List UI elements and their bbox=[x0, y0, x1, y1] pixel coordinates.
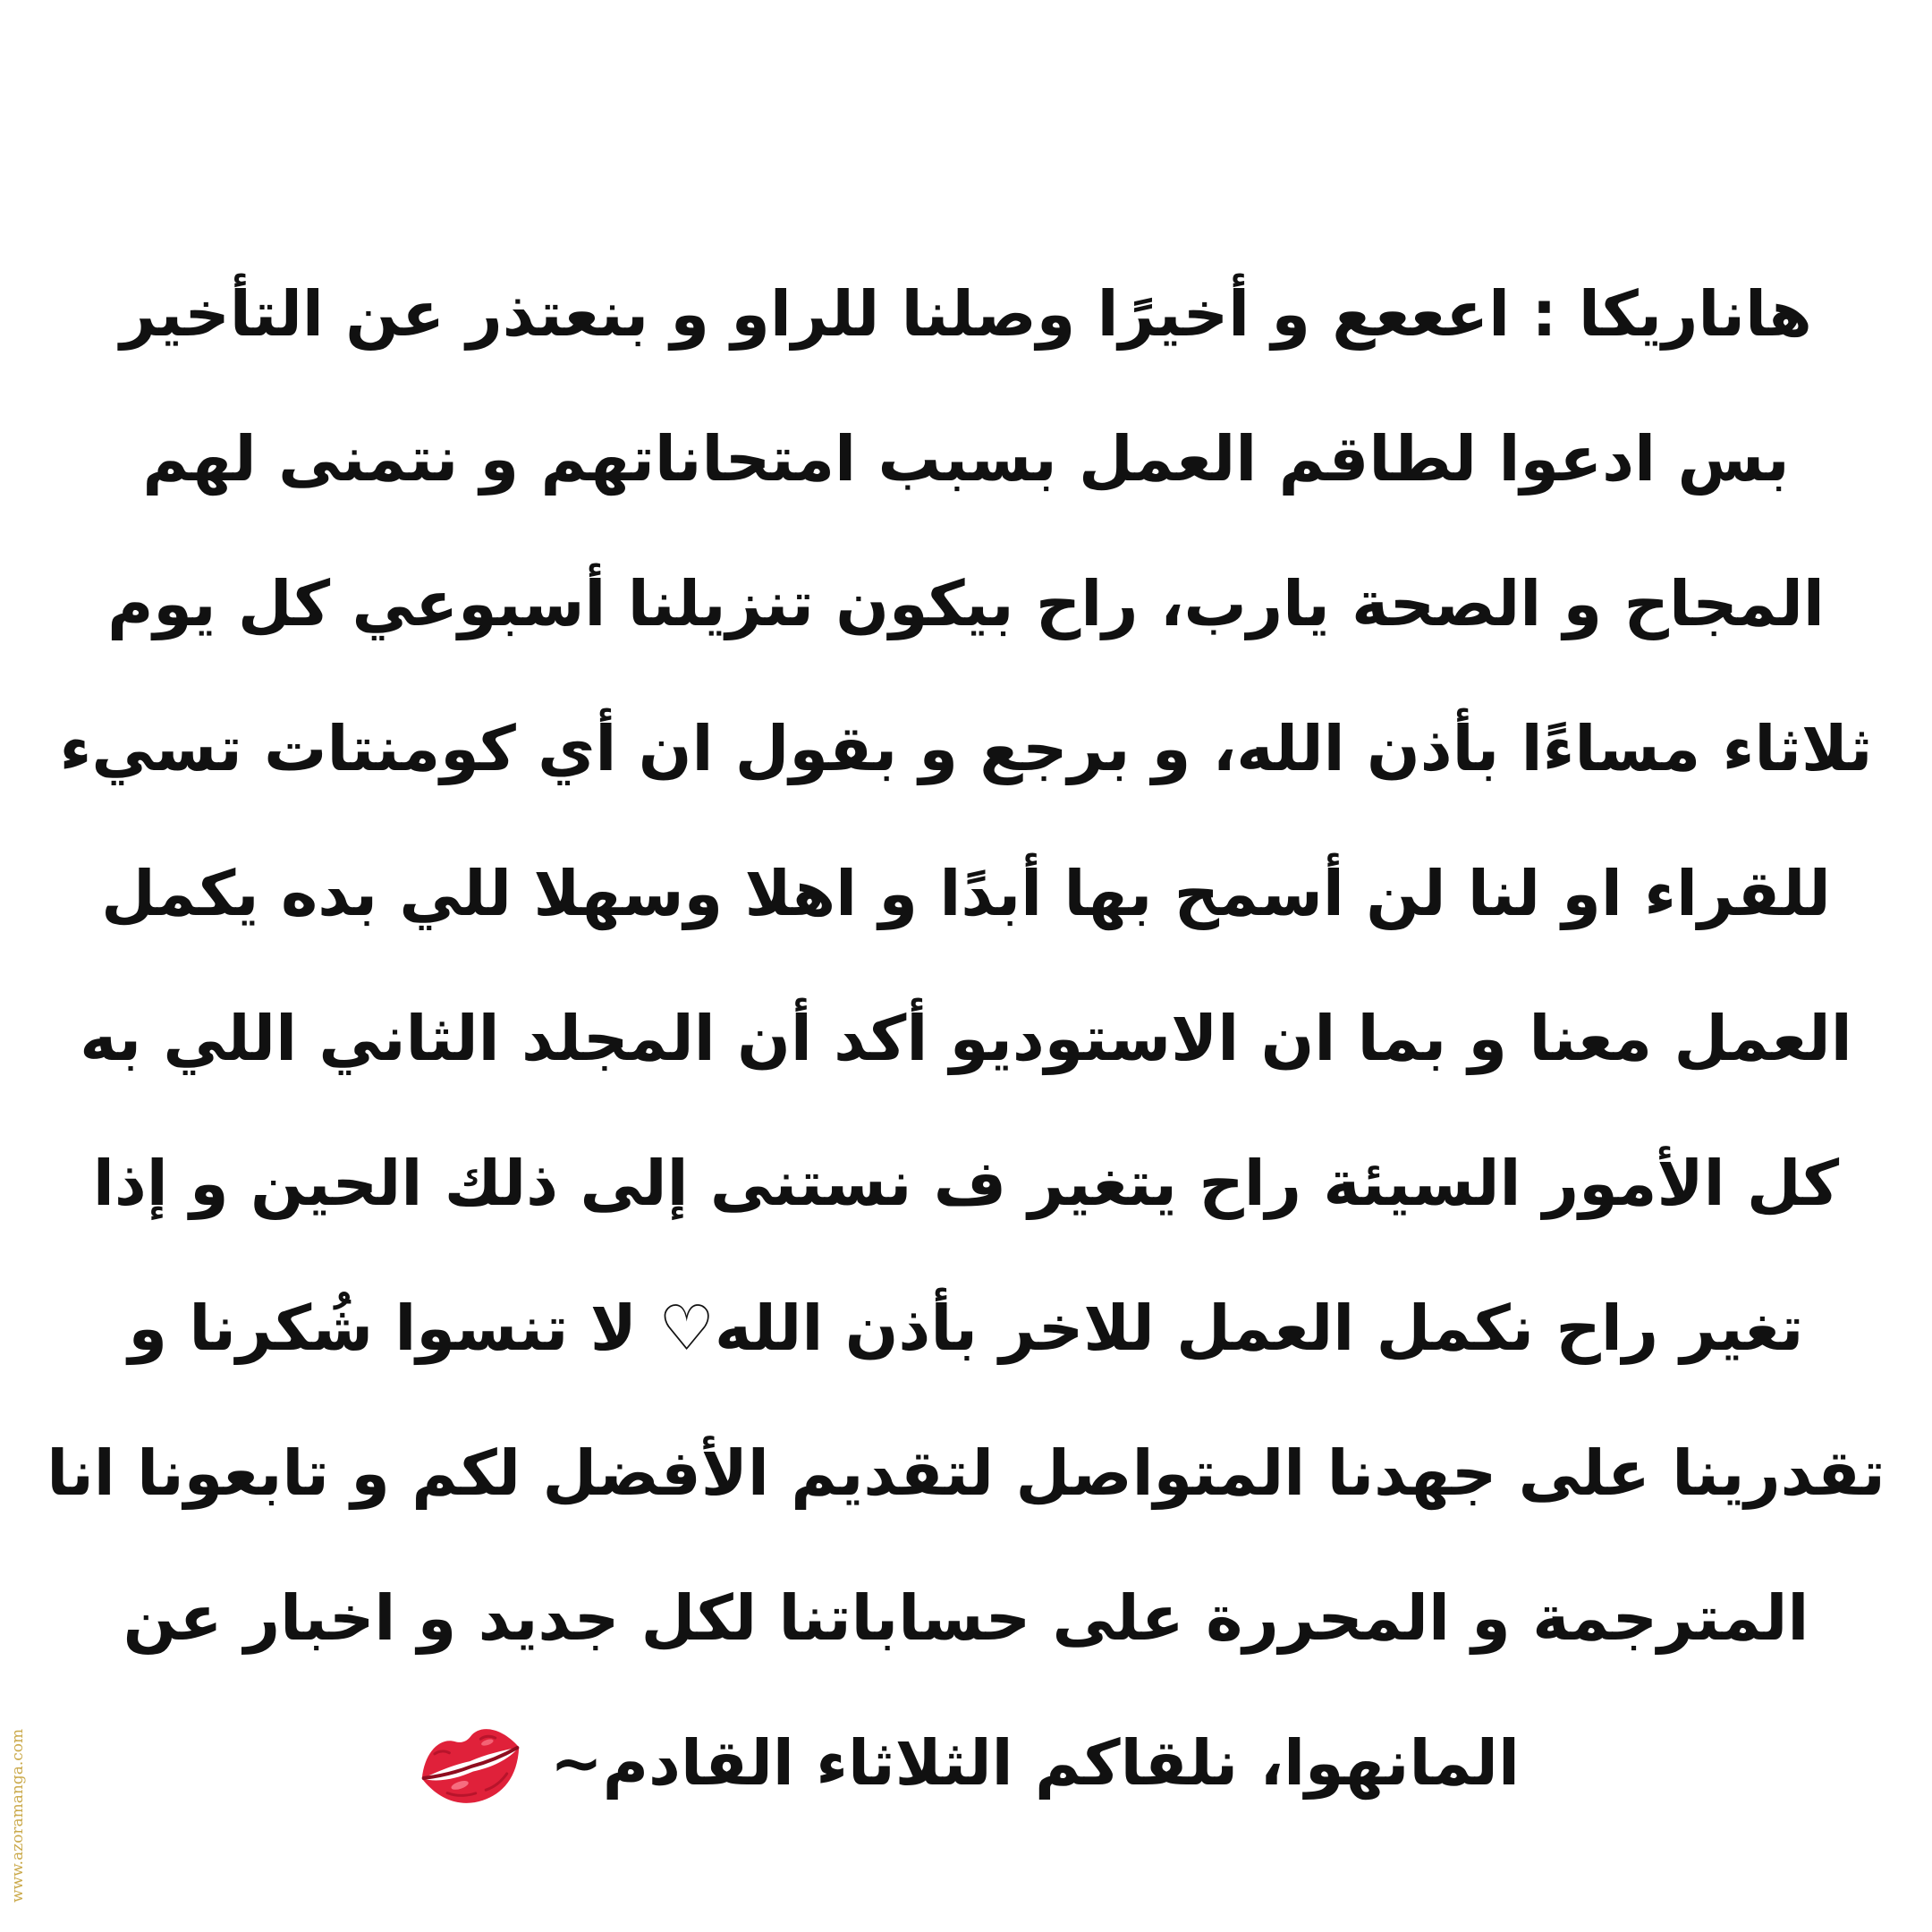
kiss-mark-icon bbox=[412, 1716, 529, 1810]
note-line: العمل معنا و بما ان الاستوديو أكد أن المجلد الثاني اللي به bbox=[80, 1002, 1852, 1075]
note-line: تقدرينا على جهدنا المتواصل لتقديم الأفضل لكم و تابعونا انا bbox=[47, 1436, 1885, 1510]
note-line: تغير راح نكمل العمل للاخر بأذن الله♡ لا تنسوا شُكرنا و bbox=[128, 1292, 1804, 1365]
note-line-text: المانهوا، نلقاكم الثلاثاء القادم~ bbox=[550, 1726, 1520, 1800]
note-line: المترجمة و المحررة على حساباتنا لكل جديد و اخبار عن bbox=[123, 1581, 1809, 1655]
note-line: المجاح و الصحة يارب، راح بيكون تنزيلنا أسبوعي كل يوم bbox=[107, 567, 1825, 640]
note-line: هاناريكا : اعععع و أخيرًا وصلنا للراو و بنعتذر عن التأخير bbox=[120, 277, 1812, 351]
note-last-line bbox=[36, 1690, 1896, 1835]
site-watermark: www.azoramanga.com bbox=[9, 1728, 27, 1903]
translator-note bbox=[36, 242, 1896, 1835]
note-line: للقراء او لنا لن أسمح بها أبدًا و اهلا وسهلا للي بده يكمل bbox=[101, 857, 1831, 930]
note-line: كل الأمور السيئة راح يتغير ف نستنى إلى ذلك الحين و إذا bbox=[92, 1147, 1840, 1220]
note-line: بس ادعوا لطاقم العمل بسبب امتحاناتهم و نتمنى لهم bbox=[142, 422, 1790, 496]
note-line: ثلاثاء مساءًا بأذن الله، و برجع و بقول ان أي كومنتات تسيء bbox=[59, 712, 1873, 785]
